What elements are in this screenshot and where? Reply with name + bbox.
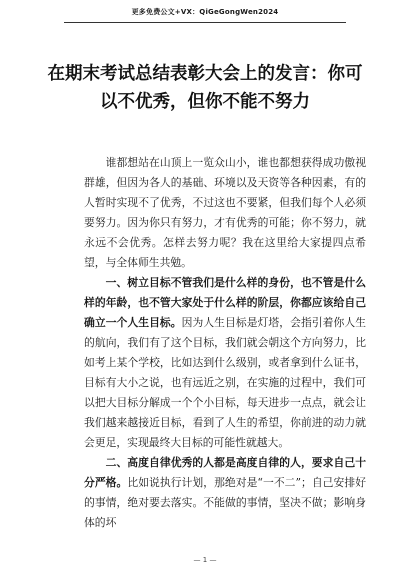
paragraph-goal [84, 273, 366, 453]
page-header [0, 0, 410, 32]
paragraph-intro [84, 153, 366, 273]
header-divider [64, 22, 346, 23]
header-promo-text: 更多免费公文+VX：QiGeGongWen2024 [131, 8, 279, 16]
paragraph-self-discipline [84, 453, 366, 533]
paragraph-goal-heading: 一、树立目标不管我们是什么样的身份，也不管是什么样的年龄，也不管大家处于什么样的阶层，你都应该给自己确立一个人生目标。 [84, 276, 366, 329]
document-title: 在期末考试总结表彰大会上的发言：你可以不优秀，但你不能不努力 [47, 64, 363, 112]
paragraph-self-discipline-text: 比如说执行计划，那绝对是“一不二”；自己安排好的事情，绝对要去落实。不能做的事情，坚决不做；影响身体的坏 [84, 476, 366, 529]
paragraph-goal-text: 因为人生目标是灯塔，会指引着你人生的航向，我们有了这个目标，我们就会朝这个方向努力，比如考上某个学校，比如达到什么级别，或者拿到什么证书，目标有大小之说，也有远近之别，在实施的过程中，我们可以把大目标分解成一个个小目标，每天进步一点点，就会让我们越来越接近目标，看到了人生的希望，你前进的动力就会更足，实现最终大目标的可能性就越大。 [84, 316, 367, 449]
paragraph-intro-text: 谁都想站在山顶上一览众山小，谁也都想获得成功傲视群雄，但因为各人的基础、环境以及天资等各种因素，有的人暂时实现不了优秀，不过这也不要紧，但我们每个人必须要努力。因为你只有努力，才有优秀的可能；你不努力，就永远不会优秀。怎样去努力呢？我在这里给大家提四点希望，与全体师生共勉。 [84, 156, 366, 269]
document-body [84, 153, 366, 533]
paragraph-self-discipline-heading: 二、高度自律优秀的人都是高度自律的人，要求自己十分严格。 [84, 456, 366, 489]
page-number: — 1 — [193, 556, 217, 564]
